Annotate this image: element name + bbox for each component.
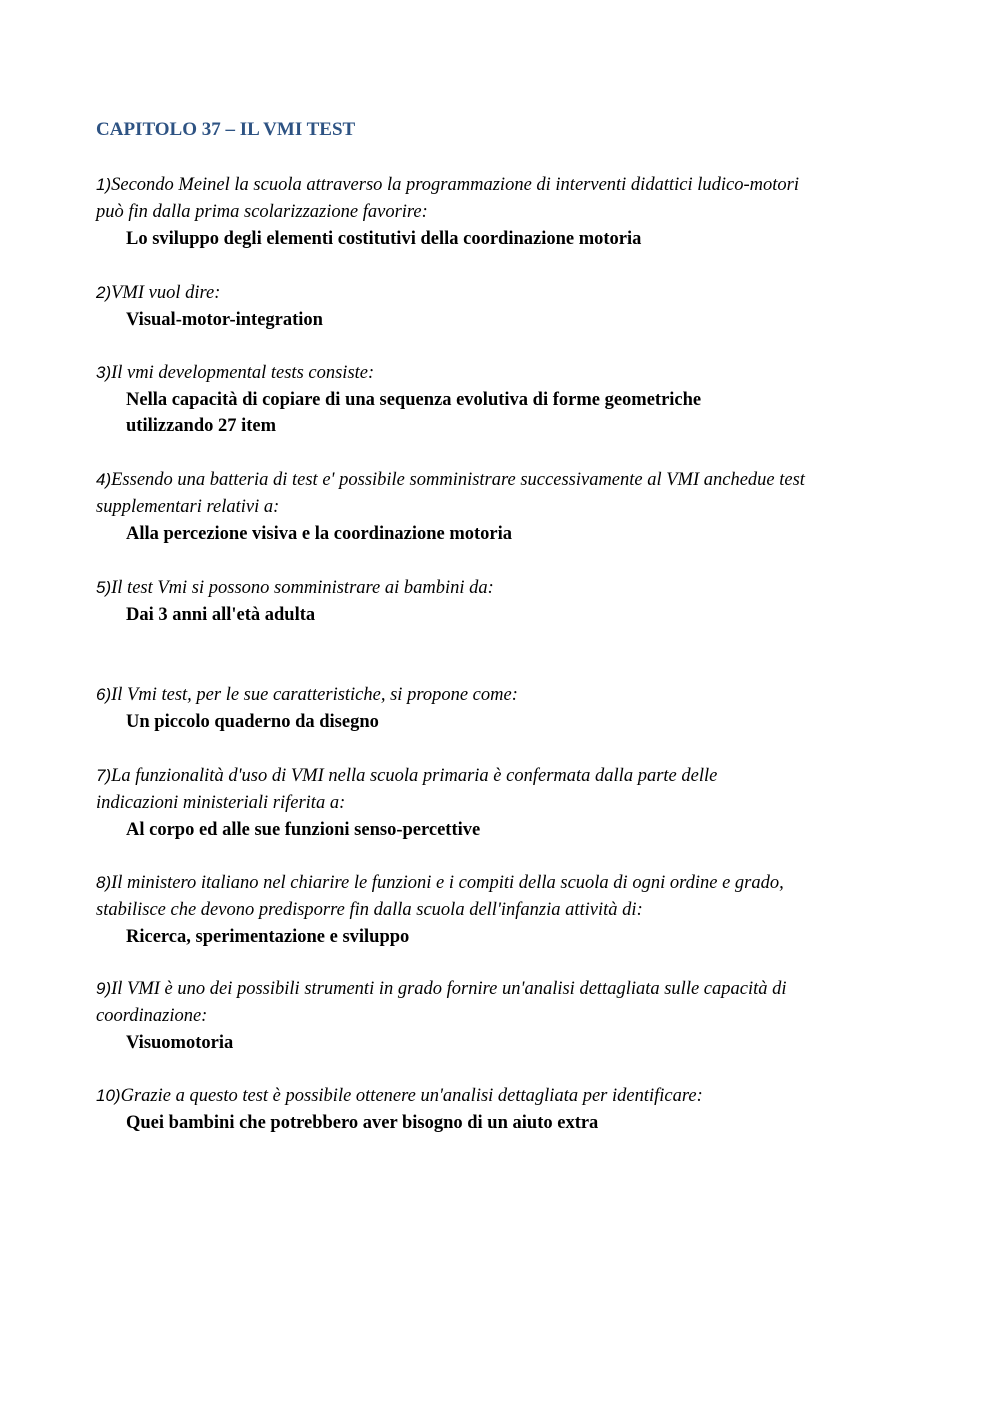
- question-line: VMI vuol dire:: [111, 283, 221, 303]
- question-line: Il test Vmi si possono somministrare ai bambini da:: [111, 578, 494, 598]
- qa-item-7: [96, 762, 896, 843]
- question-line: Secondo Meinel la scuola attraverso la programmazione di interventi didattici ludico-motori: [111, 175, 799, 195]
- question: [96, 359, 896, 387]
- qa-item-9: [96, 975, 896, 1056]
- question-number: 1): [96, 175, 112, 194]
- question-line: Grazie a questo test è possibile ottenere un'analisi dettagliata per identificare:: [120, 1086, 703, 1106]
- qa-item-1: [96, 171, 896, 252]
- question-line: Il vmi developmental tests consiste:: [111, 363, 375, 383]
- question-number: 4): [96, 470, 112, 489]
- question-line: Essendo una batteria di test e' possibile somministrare successivamente al VMI anchedue test: [111, 470, 805, 490]
- question-number: 3): [96, 363, 112, 382]
- qa-item-4: [96, 466, 896, 547]
- question-number: 7): [96, 766, 112, 785]
- question: [96, 975, 896, 1003]
- question: [96, 762, 896, 790]
- answer-line: Alla percezione visiva e la coordinazione motoria: [126, 524, 513, 544]
- answer-line: Quei bambini che potrebbero aver bisogno di un aiuto extra: [126, 1113, 599, 1133]
- question-number: 2): [96, 283, 112, 302]
- question-line: può fin dalla prima scolarizzazione favorire:: [96, 202, 428, 222]
- question-line: Il VMI è uno dei possibili strumenti in grado fornire un'analisi dettagliata sulle capacità di: [111, 979, 787, 999]
- question: [96, 1082, 896, 1110]
- question-number: 9): [96, 979, 112, 998]
- answer-line: Lo sviluppo degli elementi costitutivi della coordinazione motoria: [126, 229, 642, 249]
- answer-line: Al corpo ed alle sue funzioni senso-percettive: [126, 820, 481, 840]
- question-number: 6): [96, 685, 112, 704]
- question: [96, 869, 896, 897]
- question-line: coordinazione:: [96, 1006, 208, 1026]
- question-line: indicazioni ministeriali riferita a:: [96, 793, 346, 813]
- answer-line: Un piccolo quaderno da disegno: [126, 712, 379, 732]
- qa-item-2: [96, 279, 896, 333]
- answer-line: Dai 3 anni all'età adulta: [126, 605, 316, 625]
- qa-item-3: [96, 359, 896, 439]
- question-line: Il ministero italiano nel chiarire le funzioni e i compiti della scuola di ogni ordine e grado,: [111, 873, 784, 893]
- qa-item-5: [96, 574, 896, 628]
- question-line: stabilisce che devono predisporre fin dalla scuola dell'infanzia attività di:: [96, 900, 643, 920]
- qa-item-8: [96, 869, 896, 950]
- question: [96, 574, 896, 602]
- question-number: 8): [96, 873, 112, 892]
- qa-item-10: [96, 1082, 896, 1136]
- answer-line: Visuomotoria: [126, 1033, 234, 1053]
- question-line: supplementari relativi a:: [96, 497, 280, 517]
- question: [96, 171, 896, 199]
- question-line: La funzionalità d'uso di VMI nella scuola primaria è confermata dalla parte delle: [111, 766, 718, 786]
- answer-line: Ricerca, sperimentazione e sviluppo: [126, 927, 410, 947]
- question-number: 10): [96, 1086, 121, 1105]
- question-line: Il Vmi test, per le sue caratteristiche, si propone come:: [111, 685, 518, 705]
- question-number: 5): [96, 578, 112, 597]
- answer-line: Visual-motor-integration: [126, 310, 323, 330]
- answer-line: utilizzando 27 item: [126, 416, 277, 436]
- question: [96, 681, 896, 709]
- question: [96, 466, 896, 494]
- qa-item-6: [96, 681, 896, 735]
- chapter-title: CAPITOLO 37 – IL VMI TEST: [96, 119, 356, 140]
- question: [96, 279, 896, 307]
- answer-line: Nella capacità di copiare di una sequenza evolutiva di forme geometriche: [126, 390, 702, 410]
